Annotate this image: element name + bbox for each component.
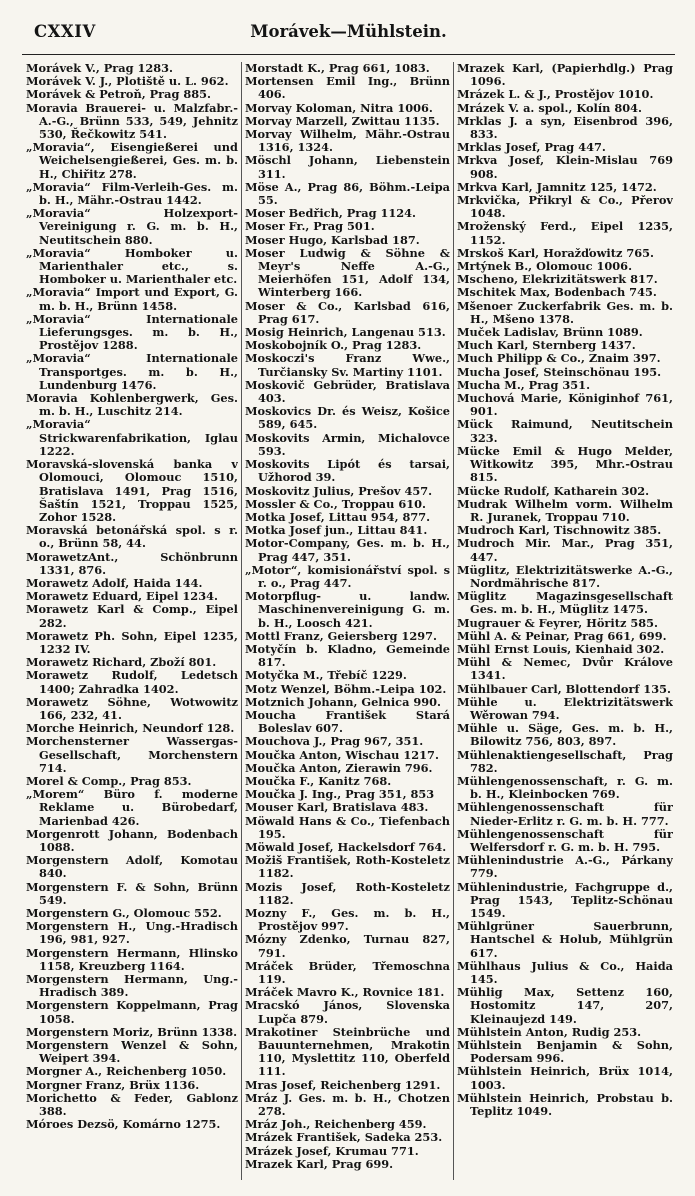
directory-entry: Motyčín b. Kladno, Gemeinde 817. <box>245 641 450 670</box>
directory-entry: Mühlengenossenschaft, r. G. m. b. H., Kleinbocken 769. <box>457 773 673 802</box>
directory-entry: Morgenstern Hermann, Ung.-Hradisch 389. <box>26 972 238 1000</box>
directory-entry: Mracskó János, Slovenska Lupča 879. <box>245 998 450 1026</box>
directory-entry: Mráz Joh., Reichenberg 459. <box>245 1117 427 1132</box>
directory-entry: Motznich Johann, Gelnica 990. <box>245 694 441 709</box>
directory-entry: Morgenstern F. & Sohn, Brünn 549. <box>26 879 238 907</box>
directory-entry: Mucha Josef, Steinschönau 195. <box>457 364 662 379</box>
directory-entry: Mossler & Co., Troppau 610. <box>245 496 426 511</box>
directory-entry: Moučka J. Ing., Prag 351, 853 <box>245 787 435 802</box>
directory-column-1 <box>26 62 238 1186</box>
column-divider <box>453 62 454 1180</box>
directory-entry: Morawetz Rudolf, Ledetsch 1400; Zahradka 1402. <box>26 668 238 696</box>
directory-entry: Mrkvička, Přikryl & Co., Přerov 1048. <box>457 193 673 221</box>
directory-entry: Moskovits Lipót és tarsai, Užhorod 39. <box>245 457 450 485</box>
directory-entry: Mühl & Nemec, Dvůr Králove 1341. <box>457 655 673 683</box>
directory-entry: Moskoczi's Franz Wwe., Turčiansky Sv. Martiny 1101. <box>245 351 450 379</box>
directory-entry: Moravská betonářská spol. s r. o., Brünn 58, 44. <box>26 523 238 551</box>
directory-entry: Mouchova J., Prag 967, 351. <box>245 734 424 749</box>
directory-entry: Mücke Rudolf, Katharein 302. <box>457 483 650 498</box>
directory-entry: Mühlengenossenschaft für Nieder-Erlitz r. G. m. b. H. 777. <box>457 800 673 828</box>
directory-entry: „Moravia“ Homboker u. Marienthaler etc., s. Homboker u. Marienthaler etc. <box>26 245 238 287</box>
directory-entry: Morgenstern Koppelmann, Prag 1058. <box>26 998 238 1026</box>
directory-entry: Muček Ladislav, Brünn 1089. <box>457 325 643 340</box>
directory-entry: Moser Bedřich, Prag 1124. <box>245 206 416 221</box>
directory-entry: „Moravia“ Internationale Lieferungsges. m. b. H., Prostějov 1288. <box>26 311 238 353</box>
directory-entry: Moskovits Armin, Michalovce 593. <box>245 430 450 458</box>
directory-entry: Much Philipp & Co., Znaim 397. <box>457 351 661 366</box>
directory-entry: Morawetz Karl & Comp., Eipel 282. <box>26 602 238 630</box>
directory-entry: Mühlstein Anton, Rudig 253. <box>457 1024 642 1039</box>
directory-entry: Mühlhaus Julius & Co., Haida 145. <box>457 958 673 987</box>
directory-entry: Mühlstein Benjamin & Sohn, Podersam 996. <box>457 1038 673 1066</box>
directory-entry: Moravia Kohlenbergwerk, Ges. m. b. H., Luschitz 214. <box>26 391 238 419</box>
directory-entry: Mudroch Mir. Mar., Prag 351, 447. <box>457 536 673 564</box>
directory-entry: Moucha František Stará Boleslav 607. <box>245 707 450 736</box>
directory-entry: „Moravia“ Holzexport-Vereinigung r. G. m. b. H., Neutitschein 880. <box>26 206 238 247</box>
directory-entry: Mück Raimund, Neutitschein 323. <box>457 417 673 445</box>
directory-entry: Morgner A., Reichenberg 1050. <box>26 1064 227 1079</box>
directory-entry: Moser & Co., Karlsbad 616, Prag 617. <box>245 298 450 326</box>
directory-entry: Mühlgrüner Sauerbrunn, Hantschel & Holub, Mühlgrün 617. <box>457 919 673 960</box>
directory-entry: Mudroch Karl, Tischnowitz 385. <box>457 523 662 538</box>
directory-entry: Mühle u. Säge, Ges. m. b. H., Bilowitz 756, 803, 897. <box>457 721 673 749</box>
directory-entry: Mühlig Max, Settenz 160, Hostomitz 147, 207, Kleinaujezd 149. <box>457 985 673 1026</box>
directory-entry: „Moravia“ Import und Export, G. m. b. H., Brünn 1458. <box>26 285 238 313</box>
directory-entry: Mücke Emil & Hugo Melder, Witkowitz 395, Mhr.-Ostrau 815. <box>457 443 673 485</box>
directory-entry: Morchensterner Wassergas-Gesellschaft, Morchenstern 714. <box>26 734 238 775</box>
directory-entry: Mrázek V. a. spol., Kolín 804. <box>457 100 642 115</box>
directory-entry: Mrkva Josef, Klein-Mislau 769 908. <box>457 153 673 181</box>
directory-entry: Mühlengenossenschaft für Welfersdorf r. G. m. b. H. 795. <box>457 826 673 854</box>
directory-entry: Moser Hugo, Karlsbad 187. <box>245 232 420 247</box>
directory-entry: Morávek & Petroň, Prag 885. <box>26 87 211 102</box>
directory-entry: Moučka Anton, Wischau 1217. <box>245 747 439 762</box>
directory-entry: Mšenoer Zuckerfabrik Ges. m. b. H., Mšeno 1378. <box>457 298 673 326</box>
directory-entry: Mühle u. Elektrizitätswerk Wěrowan 794. <box>457 694 673 722</box>
directory-entry: „Motor“, komisionářství spol. s r. o., Prag 447. <box>245 562 450 590</box>
directory-entry: Morgenstern G., Olomouc 552. <box>26 906 222 920</box>
directory-entry: Mrazek Karl, (Papierhdlg.) Prag 1096. <box>457 62 673 89</box>
directory-entry: Morel & Comp., Prag 853. <box>26 773 192 788</box>
directory-entry: Mühlenindustrie A.-G., Párkany 779. <box>457 853 673 881</box>
directory-entry: Möwald Josef, Hackelsdorf 764. <box>245 839 447 854</box>
directory-entry: „Moravia“ Strickwarenfabrikation, Iglau 1222. <box>26 417 238 458</box>
directory-entry: Morgenstern H., Ung.-Hradisch 196, 981, 927. <box>26 919 238 947</box>
directory-entry: Morche Heinrich, Neundorf 128. <box>26 721 235 736</box>
directory-entry: Moravská-slovenská banka v Olomouci, Olomouc 1510, Bratislava 1491, Prag 1516, Šaštín 1521, Troppau 1525, Zohor 1528. <box>26 457 238 524</box>
directory-entry: Mühlenindustrie, Fachgruppe d., Prag 1543, Teplitz-Schönau 1549. <box>457 879 673 920</box>
directory-entry: Moskovics Dr. és Weisz, Košice 589, 645. <box>245 404 450 432</box>
directory-entry: Morawetz Eduard, Eipel 1234. <box>26 589 218 604</box>
directory-entry: Morichetto & Feder, Gablonz 388. <box>26 1090 238 1119</box>
directory-entry: Mras Josef, Reichenberg 1291. <box>245 1077 441 1092</box>
directory-entry: Motyčka M., Třebíč 1229. <box>245 668 407 683</box>
directory-entry: Morgenstern Hermann, Hlinsko 1158, Kreuzberg 1164. <box>26 945 238 973</box>
directory-entry: Morstadt K., Prag 661, 1083. <box>245 62 430 75</box>
directory-entry: Moskovič Gebrüder, Bratislava 403. <box>245 377 450 406</box>
directory-entry: Morvay Marzell, Zwittau 1135. <box>245 113 440 128</box>
directory-entry: Motor-Company, Ges. m. b. H., Prag 447, 351. <box>245 536 450 564</box>
directory-entry: Morgenrott Johann, Bodenbach 1088. <box>26 826 238 854</box>
directory-entry: Möwald Hans & Co., Tiefenbach 195. <box>245 813 450 841</box>
directory-entry: Morawetz Söhne, Wotwowitz 166, 232, 41. <box>26 694 238 722</box>
directory-entry: Mrskoš Karl, Horažďowitz 765. <box>457 245 654 260</box>
directory-entry: Morávek V. J., Plotiště u. L. 962. <box>26 74 229 89</box>
directory-entry: Mozis Josef, Roth-Kosteletz 1182. <box>245 879 450 907</box>
directory-entry: Mudrak Wilhelm vorm. Wilhelm R. Juranek, Troppau 710. <box>457 496 673 524</box>
directory-entry: Morvay Koloman, Nitra 1006. <box>245 100 433 115</box>
directory-entry: Müglitz Magazinsgesellschaft Ges. m. b. H., Müglitz 1475. <box>457 589 673 617</box>
directory-entry: Mosig Heinrich, Langenau 513. <box>245 325 446 340</box>
directory-entry: Moskobojník O., Prag 1283. <box>245 338 422 353</box>
directory-entry: Mottl Franz, Geiersberg 1297. <box>245 628 437 643</box>
directory-entry: Mráz J. Ges. m. b. H., Chotzen 278. <box>245 1090 450 1119</box>
directory-entry: Mrázek František, Sadeka 253. <box>245 1130 443 1145</box>
directory-entry: Moskovitz Julius, Prešov 457. <box>245 483 433 498</box>
directory-entry: Mühlstein Heinrich, Probstau b. Teplitz 1049. <box>457 1090 673 1119</box>
directory-entry: Mugrauer & Feyrer, Höritz 585. <box>457 615 658 630</box>
directory-entry: Müglitz, Elektrizitätswerke A.-G., Nordmährische 817. <box>457 562 673 590</box>
directory-entry: Mráček Brüder, Třemoschna 119. <box>245 958 450 987</box>
directory-entry: Morgenstern Moriz, Brünn 1338. <box>26 1024 238 1039</box>
directory-entry: Mrklas J. a syn, Eisenbrod 396, 833. <box>457 113 673 142</box>
directory-entry: Mucha M., Prag 351. <box>457 377 591 392</box>
directory-entry: Mühl A. & Peinar, Prag 661, 699. <box>457 628 667 643</box>
directory-entry: Mrkva Karl, Jamnitz 125, 1472. <box>457 179 657 194</box>
directory-entry: Mráček Mavro K., Rovnice 181. <box>245 985 445 1000</box>
directory-entry: Mrázek L. & J., Prostějov 1010. <box>457 87 654 102</box>
directory-entry: Morawetz Ph. Sohn, Eipel 1235, 1232 IV. <box>26 628 238 656</box>
directory-entry: Možiš František, Roth-Kosteletz 1182. <box>245 853 450 881</box>
directory-entry: Morawetz Adolf, Haida 144. <box>26 575 203 590</box>
directory-entry: Moser Ludwig & Söhne & Meyr's Neffe A.-G., Meierhöfen 151, Adolf 134, Winterberg 166. <box>245 245 450 300</box>
directory-entry: Mühlbauer Carl, Blottendorf 135. <box>457 681 671 696</box>
directory-entry: „Morem“ Büro f. moderne Reklame u. Bürobedarf, Marienbad 426. <box>26 787 238 828</box>
directory-entry: Mrakotiner Steinbrüche und Bauunternehmen, Mrakotin 110, Myslettitz 110, Oberfeld 111. <box>245 1024 450 1079</box>
directory-entry: Mozny F., Ges. m. b. H., Prostějov 997. <box>245 906 450 934</box>
directory-entry: Morgenstern Adolf, Komotau 840. <box>26 853 238 881</box>
directory-entry: Moučka Anton, Zierawin 796. <box>245 760 433 775</box>
directory-entry: Morvay Wilhelm, Mähr.-Ostrau 1316, 1324. <box>245 127 450 155</box>
page-header <box>22 18 675 55</box>
directory-entry: Mühlenaktiengesellschaft, Prag 782. <box>457 747 673 775</box>
directory-entry: Morawetz Richard, Zboží 801. <box>26 655 217 670</box>
page-number: CXXIV <box>34 22 96 41</box>
directory-entry: Möse A., Prag 86, Böhm.-Leipa 55. <box>245 179 450 208</box>
directory-entry: Mroženský Ferd., Eipel 1235, 1152. <box>457 219 673 247</box>
directory-entry: Mrtýnek B., Olomouc 1006. <box>457 259 633 274</box>
directory-entry: Mühlstein Heinrich, Brüx 1014, 1003. <box>457 1064 673 1092</box>
column-divider <box>241 62 242 1180</box>
directory-entry: Móroes Dezsö, Komárno 1275. <box>26 1117 221 1132</box>
directory-entry: Motka Josef, Littau 954, 877. <box>245 509 431 524</box>
directory-entry: Motka Josef jun., Littau 841. <box>245 523 428 538</box>
directory-entry: „Moravia“, Eisengießerei und Weichelsengießerei, Ges. m. b. H., Chiřitz 278. <box>26 140 238 181</box>
directory-column-3 <box>457 62 673 1186</box>
directory-entry: „Moravia“ Film-Verleih-Ges. m. b. H., Mähr.-Ostrau 1442. <box>26 179 238 208</box>
directory-entry: Much Karl, Sternberg 1437. <box>457 338 636 353</box>
directory-entry: „Moravia“ Internationale Transportges. m. b. H., Lundenburg 1476. <box>26 351 238 392</box>
page-title: Morávek—Mühlstein. <box>250 22 447 41</box>
directory-entry: Mrázek Josef, Krumau 771. <box>245 1143 419 1158</box>
directory-entry: Möschl Johann, Liebenstein 311. <box>245 153 450 181</box>
directory-entry: Motorpflug- u. landw. Maschinenvereinigung G. m. b. H., Loosch 421. <box>245 589 450 630</box>
directory-entry: Moučka F., Kanitz 768. <box>245 773 392 788</box>
directory-entry: Moravia Brauerei- u. Malzfabr.-A.-G., Brünn 533, 549, Jehnitz 530, Řečkowitz 541. <box>26 100 238 142</box>
directory-entry: Mortensen Emil Ing., Brünn 406. <box>245 74 450 102</box>
directory-entry: Morávek V., Prag 1283. <box>26 62 173 75</box>
directory-entry: Mrklas Josef, Prag 447. <box>457 140 606 155</box>
directory-entry: Mózny Zdenko, Turnau 827, 791. <box>245 932 450 960</box>
directory-entry: Motz Wenzel, Böhm.-Leipa 102. <box>245 681 447 696</box>
directory-entry: Mschitek Max, Bodenbach 745. <box>457 285 657 300</box>
directory-entry: Mrazek Karl, Prag 699. <box>245 1156 394 1171</box>
directory-entry: Mouser Karl, Bratislava 483. <box>245 800 429 815</box>
directory-entry: MorawetzAnt., Schönbrunn 1331, 876. <box>26 549 238 577</box>
directory-entry: Morgner Franz, Brüx 1136. <box>26 1077 200 1092</box>
directory-entry: Mscheno, Elekrizitätswerk 817. <box>457 272 658 287</box>
directory-column-2 <box>245 62 450 1186</box>
directory-entry: Moser Fr., Prag 501. <box>245 219 375 234</box>
directory-entry: Muchová Marie, Königinhof 761, 901. <box>457 391 673 419</box>
directory-entry: Morgenstern Wenzel & Sohn, Weipert 394. <box>26 1038 238 1066</box>
directory-entry: Mühl Ernst Louis, Kienhaid 302. <box>457 641 665 656</box>
